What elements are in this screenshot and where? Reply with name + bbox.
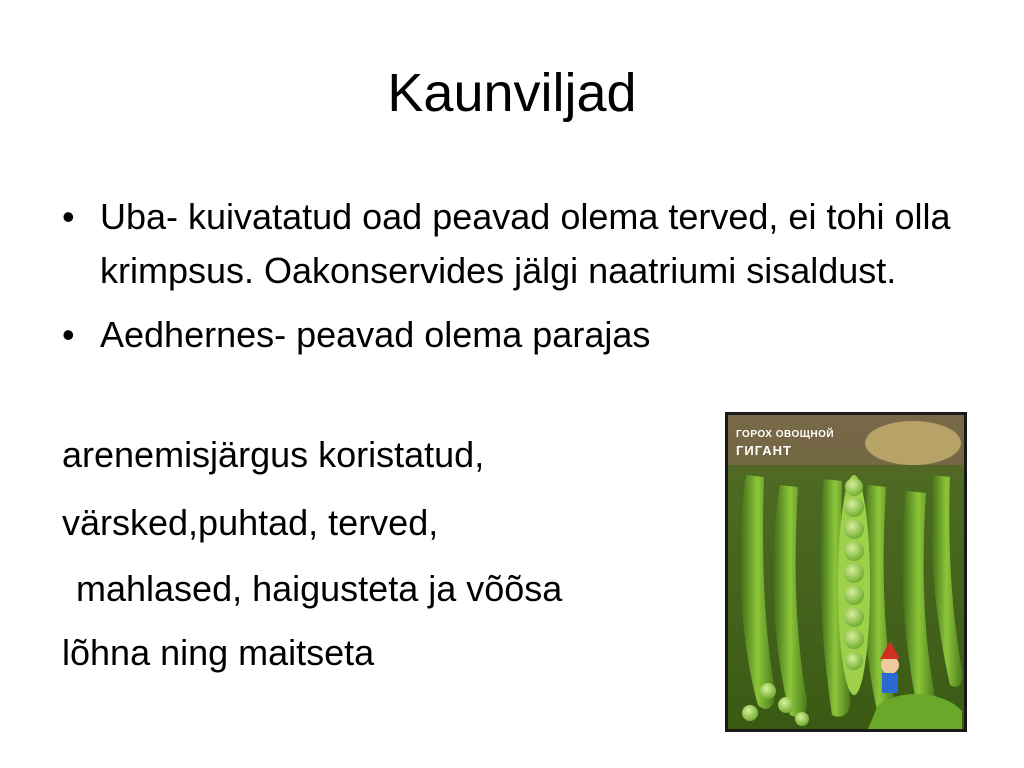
bullet-list	[62, 190, 962, 362]
bullet-item	[62, 190, 962, 298]
bullet-text: Uba- kuivatatud oad peavad olema terved, ei tohi olla krimpsus. Oakonservides jälgi naatriumi sisaldust.	[100, 196, 951, 291]
slide-title: Kaunviljad	[387, 63, 637, 123]
pea-seed-packet-image	[725, 412, 967, 732]
text-line: lõhna ning maitseta	[62, 632, 375, 673]
bullet-text: Aedhernes- peavad olema parajas	[100, 314, 651, 355]
bullet-item	[62, 308, 962, 362]
bullet-marker: •	[62, 196, 75, 237]
text-line: värsked,puhtad, terved,	[62, 502, 439, 543]
pea-pods-illustration	[728, 415, 964, 729]
packet-brand-text: ГОРОХ ОВОЩНОЙ	[736, 429, 835, 440]
text-line: mahlased, haigusteta ja võõsa	[76, 568, 563, 609]
bullet-marker: •	[62, 314, 75, 355]
text-line: arenemisjärgus koristatud,	[62, 434, 485, 475]
packet-variety-text: ГИГАНТ	[736, 443, 792, 458]
